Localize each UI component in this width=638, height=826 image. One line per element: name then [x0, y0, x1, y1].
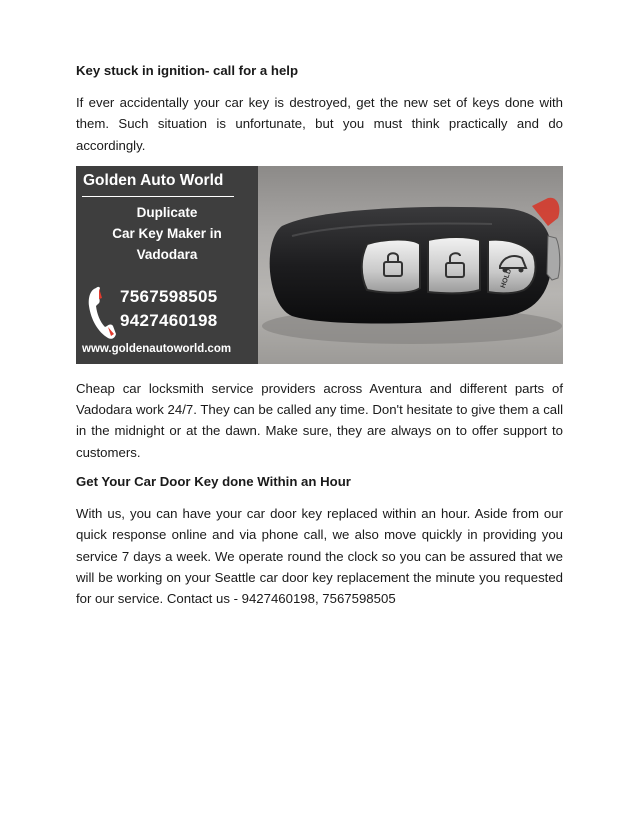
promo-banner-image: [76, 166, 563, 364]
paragraph-door-key: With us, you can have your car door key replaced within an hour. Aside from our quick response online and via phone call, we also move quickly in providing you service 7 days a week. We operate round the clock so you can be assured that we will be working on your Seattle car door key replacement the minute you requested for our service. Contact us - 9427460198, 7567598505: [76, 506, 563, 607]
banner-url: www.goldenautoworld.com: [82, 342, 232, 355]
banner-phone-1: 7567598505: [120, 286, 218, 306]
banner-tagline-2: Car Key Maker in: [112, 225, 222, 241]
heading-key-stuck: Key stuck in ignition- call for a help: [76, 63, 299, 78]
document-page: [76, 62, 563, 620]
banner-brand: Golden Auto World: [83, 171, 224, 189]
banner-tagline-1: Duplicate: [136, 204, 198, 220]
banner-text-panel: [76, 166, 258, 364]
paragraph-locksmith: Cheap car locksmith service providers across Aventura and different parts of Vadodara work 24/7. They can be called any time. Don't hesitate to give them a call in the midnight or at the dawn. Make sure, they are always on to offer support to customers.: [76, 380, 563, 460]
car-key-fob-image: [252, 166, 563, 364]
banner-divider: [82, 196, 234, 197]
banner-phone-2: 9427460198: [120, 310, 218, 330]
phone-handset-icon: [86, 282, 120, 342]
banner-tagline-3: Vadodara: [136, 246, 198, 262]
hold-label: HOLD: [499, 267, 514, 290]
paragraph-intro: If ever accidentally your car key is destroyed, get the new set of keys done with them. Such situation is unfortunate, but you must think practically and do accordingly.: [76, 95, 563, 153]
heading-door-key: Get Your Car Door Key done Within an Hour: [76, 474, 351, 490]
